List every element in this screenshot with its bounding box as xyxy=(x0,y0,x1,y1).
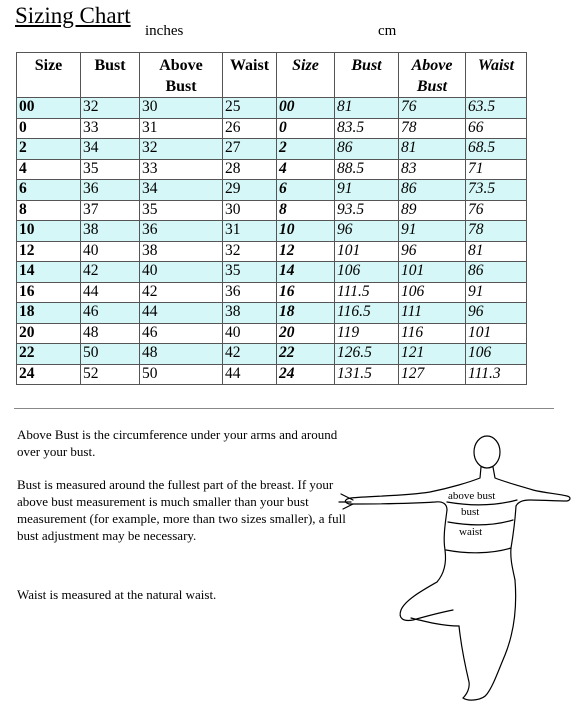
cell-size-cm: 0 xyxy=(277,118,335,139)
cell-size-cm: 00 xyxy=(277,98,335,119)
cell-size-cm: 8 xyxy=(277,200,335,221)
table-row xyxy=(17,118,527,139)
cell-bust-cm: 96 xyxy=(335,221,399,242)
cell-bust-cm: 81 xyxy=(335,98,399,119)
cell-waist-cm: 71 xyxy=(466,159,527,180)
cell-above-bust-cm: 111 xyxy=(399,303,466,324)
cell-waist-in: 40 xyxy=(223,323,277,344)
header-waist-cm: Waist xyxy=(466,53,527,98)
cell-above-bust-in: 33 xyxy=(140,159,223,180)
cell-bust-in: 36 xyxy=(81,180,140,201)
cell-size-cm: 2 xyxy=(277,139,335,160)
cell-above-bust-in: 35 xyxy=(140,200,223,221)
cell-bust-cm: 101 xyxy=(335,241,399,262)
cell-above-bust-in: 50 xyxy=(140,364,223,385)
figure-label-above-bust: above bust xyxy=(448,490,496,502)
cell-above-bust-cm: 101 xyxy=(399,262,466,283)
cell-above-bust-cm: 86 xyxy=(399,180,466,201)
header-above-bust-cm: Above Bust xyxy=(399,53,466,98)
inches-label: inches xyxy=(145,23,184,39)
cell-bust-cm: 126.5 xyxy=(335,344,399,365)
table-row xyxy=(17,159,527,180)
cell-bust-cm: 93.5 xyxy=(335,200,399,221)
table-row xyxy=(17,364,527,385)
cell-waist-cm: 76 xyxy=(466,200,527,221)
figure-label-bust: bust xyxy=(461,506,480,518)
cell-size-in: 12 xyxy=(17,241,81,262)
cell-above-bust-in: 38 xyxy=(140,241,223,262)
cell-above-bust-in: 34 xyxy=(140,180,223,201)
table-row xyxy=(17,303,527,324)
cell-above-bust-in: 42 xyxy=(140,282,223,303)
page-title: Sizing Chart xyxy=(15,3,131,28)
cell-above-bust-cm: 116 xyxy=(399,323,466,344)
cell-waist-in: 44 xyxy=(223,364,277,385)
cell-bust-cm: 86 xyxy=(335,139,399,160)
table-body xyxy=(17,98,527,385)
cell-bust-cm: 116.5 xyxy=(335,303,399,324)
cell-above-bust-cm: 78 xyxy=(399,118,466,139)
cell-waist-in: 27 xyxy=(223,139,277,160)
cell-bust-in: 42 xyxy=(81,262,140,283)
cell-waist-in: 42 xyxy=(223,344,277,365)
cell-above-bust-in: 48 xyxy=(140,344,223,365)
cell-above-bust-cm: 91 xyxy=(399,221,466,242)
cell-waist-cm: 68.5 xyxy=(466,139,527,160)
cell-above-bust-cm: 121 xyxy=(399,344,466,365)
cell-size-cm: 16 xyxy=(277,282,335,303)
table-header-row xyxy=(17,53,527,98)
header-above-bust-in: Above Bust xyxy=(140,53,223,98)
table-row xyxy=(17,139,527,160)
header-waist-in: Waist xyxy=(223,53,277,98)
cell-bust-in: 50 xyxy=(81,344,140,365)
cell-waist-in: 32 xyxy=(223,241,277,262)
cell-waist-in: 26 xyxy=(223,118,277,139)
table-row xyxy=(17,200,527,221)
cell-waist-cm: 73.5 xyxy=(466,180,527,201)
cell-above-bust-cm: 83 xyxy=(399,159,466,180)
cell-bust-in: 46 xyxy=(81,303,140,324)
cell-bust-cm: 83.5 xyxy=(335,118,399,139)
table-row xyxy=(17,180,527,201)
cell-above-bust-in: 40 xyxy=(140,262,223,283)
cell-size-in: 18 xyxy=(17,303,81,324)
note-above-bust: Above Bust is the circumference under your arms and around over your bust. xyxy=(17,427,338,459)
cell-above-bust-cm: 76 xyxy=(399,98,466,119)
cell-bust-in: 33 xyxy=(81,118,140,139)
header-size-in: Size xyxy=(17,53,81,98)
cell-size-in: 22 xyxy=(17,344,81,365)
table-row xyxy=(17,241,527,262)
cell-size-in: 16 xyxy=(17,282,81,303)
cell-bust-in: 34 xyxy=(81,139,140,160)
cell-waist-cm: 96 xyxy=(466,303,527,324)
cell-above-bust-cm: 89 xyxy=(399,200,466,221)
cell-above-bust-in: 46 xyxy=(140,323,223,344)
cell-size-in: 0 xyxy=(17,118,81,139)
cell-size-cm: 18 xyxy=(277,303,335,324)
header-bust-in: Bust xyxy=(81,53,140,98)
cell-size-cm: 22 xyxy=(277,344,335,365)
cell-waist-in: 25 xyxy=(223,98,277,119)
cell-waist-cm: 78 xyxy=(466,221,527,242)
figure-label-waist: waist xyxy=(459,526,483,538)
header-bust-cm: Bust xyxy=(335,53,399,98)
header-size-cm: Size xyxy=(277,53,335,98)
cell-waist-in: 36 xyxy=(223,282,277,303)
note-bust: Bust is measured around the fullest part of the breast. If your above bust measurement is much smaller than your bust measurement (for example, more than two sizes smaller), a full bust adjustment may be necessary. xyxy=(17,477,346,543)
body-figure xyxy=(335,430,575,707)
cell-waist-in: 38 xyxy=(223,303,277,324)
cell-bust-in: 44 xyxy=(81,282,140,303)
cell-bust-cm: 119 xyxy=(335,323,399,344)
cell-bust-in: 38 xyxy=(81,221,140,242)
table-row xyxy=(17,221,527,242)
table-row xyxy=(17,323,527,344)
cell-above-bust-cm: 127 xyxy=(399,364,466,385)
cell-bust-in: 35 xyxy=(81,159,140,180)
cell-waist-in: 28 xyxy=(223,159,277,180)
cell-size-cm: 24 xyxy=(277,364,335,385)
cell-size-in: 14 xyxy=(17,262,81,283)
cell-waist-cm: 66 xyxy=(466,118,527,139)
cell-size-cm: 4 xyxy=(277,159,335,180)
cell-above-bust-in: 36 xyxy=(140,221,223,242)
cell-waist-cm: 81 xyxy=(466,241,527,262)
cell-waist-cm: 106 xyxy=(466,344,527,365)
cell-waist-in: 29 xyxy=(223,180,277,201)
cell-size-in: 4 xyxy=(17,159,81,180)
cell-waist-in: 35 xyxy=(223,262,277,283)
cell-above-bust-cm: 106 xyxy=(399,282,466,303)
cell-bust-cm: 131.5 xyxy=(335,364,399,385)
cell-bust-cm: 88.5 xyxy=(335,159,399,180)
cell-size-in: 10 xyxy=(17,221,81,242)
note-waist: Waist is measured at the natural waist. xyxy=(17,587,217,602)
cell-waist-cm: 111.3 xyxy=(466,364,527,385)
cell-above-bust-in: 32 xyxy=(140,139,223,160)
cell-waist-cm: 63.5 xyxy=(466,98,527,119)
cell-waist-cm: 101 xyxy=(466,323,527,344)
table-row xyxy=(17,98,527,119)
cell-size-cm: 6 xyxy=(277,180,335,201)
cell-size-cm: 10 xyxy=(277,221,335,242)
cell-above-bust-cm: 81 xyxy=(399,139,466,160)
body-outline-icon xyxy=(335,430,575,702)
cell-waist-cm: 91 xyxy=(466,282,527,303)
cell-bust-in: 52 xyxy=(81,364,140,385)
cell-size-in: 24 xyxy=(17,364,81,385)
cell-waist-in: 31 xyxy=(223,221,277,242)
cell-bust-in: 32 xyxy=(81,98,140,119)
table-row xyxy=(17,262,527,283)
cell-size-in: 8 xyxy=(17,200,81,221)
cell-bust-cm: 106 xyxy=(335,262,399,283)
sizing-table xyxy=(16,52,527,385)
cell-size-cm: 20 xyxy=(277,323,335,344)
cell-size-in: 00 xyxy=(17,98,81,119)
cell-bust-cm: 111.5 xyxy=(335,282,399,303)
cell-bust-in: 37 xyxy=(81,200,140,221)
cell-size-in: 6 xyxy=(17,180,81,201)
cell-above-bust-in: 31 xyxy=(140,118,223,139)
cell-above-bust-cm: 96 xyxy=(399,241,466,262)
cm-label: cm xyxy=(378,23,397,39)
cell-waist-cm: 86 xyxy=(466,262,527,283)
cell-size-cm: 12 xyxy=(277,241,335,262)
cell-waist-in: 30 xyxy=(223,200,277,221)
table-row xyxy=(17,282,527,303)
cell-size-in: 20 xyxy=(17,323,81,344)
cell-above-bust-in: 44 xyxy=(140,303,223,324)
cell-bust-cm: 91 xyxy=(335,180,399,201)
divider xyxy=(14,408,554,409)
table-row xyxy=(17,344,527,365)
cell-above-bust-in: 30 xyxy=(140,98,223,119)
cell-bust-in: 40 xyxy=(81,241,140,262)
cell-size-cm: 14 xyxy=(277,262,335,283)
cell-size-in: 2 xyxy=(17,139,81,160)
cell-bust-in: 48 xyxy=(81,323,140,344)
